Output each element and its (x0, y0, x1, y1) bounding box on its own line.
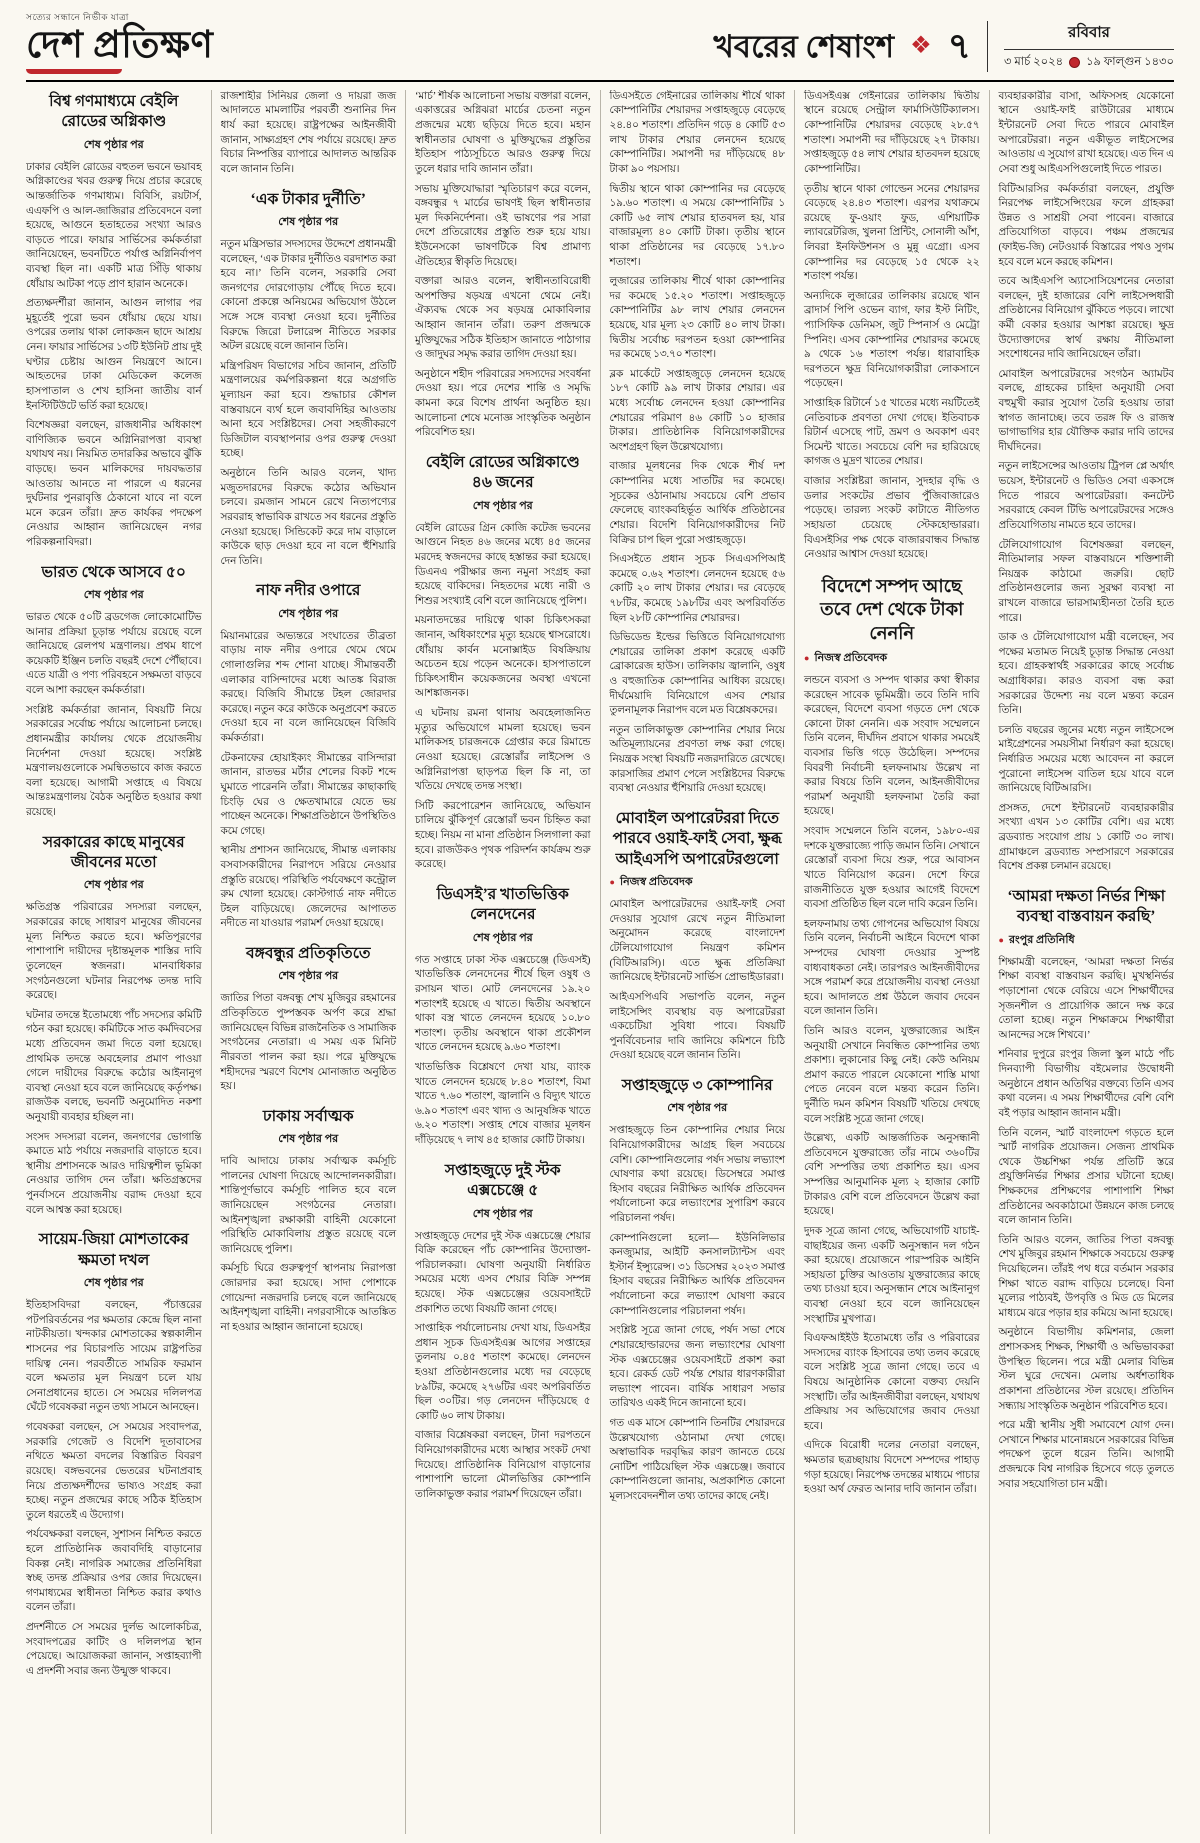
continuation-kicker: শেষ পৃষ্ঠার পর (83, 1277, 144, 1290)
byline-bullet-icon: ● (804, 652, 810, 663)
article (221, 190, 397, 570)
article (610, 809, 786, 1064)
continuation-kicker: শেষ পৃষ্ঠার পর (278, 215, 339, 228)
body-paragraph: সপ্তাহজুড়ে তিন কোম্পানির শেয়ার নিয়ে বিনিয়োগকারীদের আগ্রহ ছিল সবচেয়ে বেশি। কোম্পানিগুলোর পর্ষদ সভায় লভ্যাংশ ঘোষণার কথা রয়েছে। ডিসেম্বরে সমাপ্ত হিসাব বছরের নিরীক্ষিত আর্থিক প্রতিবেদন পর্যালোচনা করে লভ্যাংশের সুপারিশ করবে পরিচালনা পর্ষদ। (609, 1125, 785, 1225)
continuation-kicker: শেষ পৃষ্ঠার পর (83, 138, 144, 151)
body-paragraph: গত সপ্তাহে ঢাকা স্টক এক্সচেঞ্জে (ডিএসই) খাতভিত্তিক লেনদেনের শীর্ষে ছিল ওষুধ ও রসায়ন খাত। মোট লেনদেনের ১৯.২০ শতাংশই হয়েছে এ খাতে। দ্বিতীয় অবস্থানে থাকা বস্ত্র খাতে লেনদেন হয়েছে ১০.৮০ শতাংশ। তৃতীয় অবস্থানে থাকা প্রকৌশল খাতে লেনদেন হয়েছে ৯.৬০ শতাংশ। (415, 954, 591, 1054)
body-paragraph: বিএফআইইউ ইতোমধ্যে তাঁর ও পরিবারের সদস্যদের ব্যাংক হিসাবের তথ্য তলব করেছে বলে সংশ্লিষ্ট সূত্রে জানা গেছে। তবে এ বিষয়ে আনুষ্ঠানিক কোনো বক্তব্য দেয়নি সংস্থাটি। তাঁর আইনজীবীরা বলছেন, যথাযথ প্রক্রিয়ায় সব অভিযোগের জবাব দেওয়া হবে। (804, 1333, 980, 1432)
body-paragraph: জাতির পিতা বঙ্গবন্ধু শেখ মুজিবুর রহমানের প্রতিকৃতিতে পুষ্পস্তবক অর্পণ করে শ্রদ্ধা জানিয়েছেন বিভিন্ন রাজনৈতিক ও সামাজিক সংগঠনের নেতারা। এ সময় এক মিনিট নীরবতা পালন করা হয়। পরে মুক্তিযুদ্ধে শহীদদের স্মরণে বিশেষ মোনাজাত অনুষ্ঠিত হয়। (220, 993, 396, 1093)
body-paragraph: বাজার সংশ্লিষ্টরা জানান, সুদহার বৃদ্ধি ও ডলার সংকটের প্রভাব পুঁজিবাজারেও পড়েছে। তারল্য সংকট কাটাতে নীতিগত সহায়তা চেয়েছে স্টেকহোল্ডাররা। বিএসইসির পক্ষ থেকে বাজারবান্ধব সিদ্ধান্ত নেওয়ার আশ্বাস দেওয়া হয়েছে। (804, 476, 980, 561)
body-paragraph: ভারত থেকে ৫০টি ব্রডগেজ লোকোমোটিভ আনার প্রক্রিয়া চূড়ান্ত পর্যায়ে রয়েছে বলে জানিয়েছে রেলপথ মন্ত্রণালয়। প্রথম ধাপে কয়েকটি ইঞ্জিন চলতি বছরই দেশে পৌঁছাবে। এতে যাত্রী ও পণ্য পরিবহনে সক্ষমতা বাড়বে বলে আশা করছেন কর্মকর্তারা। (26, 612, 202, 697)
body-paragraph: উল্লেখ্য, একটি আন্তর্জাতিক অনুসন্ধানী প্রতিবেদনে যুক্তরাজ্যে তাঁর নামে ৩৬০টির বেশি সম্পত্তির তথ্য প্রকাশিত হয়। এসব সম্পত্তির আনুমানিক মূল্য ২ হাজার কোটি টাকারও বেশি বলে প্রতিবেদনে উল্লেখ করা হয়েছে। (804, 1133, 980, 1218)
news-column (600, 90, 795, 1834)
article (26, 1230, 202, 1679)
article-headline: নাফ নদীর ওপারে (256, 582, 361, 600)
date-gregorian: ৩ মার্চ ২০২৪ (1004, 55, 1064, 68)
body-paragraph: ‘মার্চ’ শীর্ষক আলোচনা সভায় বক্তারা বলেন, একাত্তরের অগ্নিঝরা মার্চের চেতনা নতুন প্রজন্মের মধ্যে ছড়িয়ে দিতে হবে। মহান স্বাধীনতার ঘোষণা ও মুক্তিযুদ্ধের প্রস্তুতির ইতিহাস পাঠ্যসূচিতে আরও গুরুত্ব দিয়ে তুলে ধরার দাবি জানান তাঁরা। (415, 90, 591, 175)
continuation-kicker: শেষ পৃষ্ঠার পর (667, 1102, 728, 1115)
article (26, 92, 202, 551)
page-header (0, 0, 1200, 80)
continuation-kicker: শেষ পৃষ্ঠার পর (278, 607, 339, 620)
body-paragraph: নতুন মন্ত্রিসভার সদস্যদের উদ্দেশে প্রধানমন্ত্রী বলেছেন, ‘এক টাকার দুর্নীতিও বরদাশত করা হবে না।’ তিনি বলেন, সরকারি সেবা জনগণের দোরগোড়ায় পৌঁছে দিতে হবে। কোনো প্রকল্পে অনিয়মের অভিযোগ উঠলে সঙ্গে সঙ্গে ব্যবস্থা নেওয়া হবে। দুর্নীতির বিরুদ্ধে জিরো টলারেন্স নীতিতে সরকার অটল রয়েছে বলে জানান তিনি। (220, 238, 396, 353)
byline-text: রংপুর প্রতিনিধি (1008, 933, 1075, 946)
article-headline: সপ্তাহজুড়ে দুই স্টক এক্সচেঞ্জে ৫ (444, 1161, 561, 1200)
continuation-kicker: শেষ পৃষ্ঠার পর (278, 970, 339, 983)
body-paragraph: বিশেষজ্ঞরা বলছেন, রাজধানীর অধিকাংশ বাণিজ্যিক ভবনে অগ্নিনিরাপত্তা ব্যবস্থা যথাযথ নয়। নিয়মিত তদারকির অভাবে ঝুঁকি বাড়ছে। ভবন মালিকদের দায়বদ্ধতার আওতায় আনতে না পারলে এ ধরনের দুর্ঘটনার পুনরাবৃত্তি ঠেকানো যাবে না বলে মনে করেন তাঁরা। দ্রুত কার্যকর পদক্ষেপ নেওয়ার আহ্বান জানিয়েছেন নগর পরিকল্পনাবিদরা। (26, 420, 202, 548)
body-paragraph: খাতভিত্তিক বিশ্লেষণে দেখা যায়, ব্যাংক খাতে লেনদেন হয়েছে ৮.৪০ শতাংশ, বিমা খাতে ৭.৬০ শতাংশ, জ্বালানি ও বিদ্যুৎ খাতে ৬.৯০ শতাংশ এবং খাদ্য ও আনুষঙ্গিক খাতে ৬.২০ শতাংশ। সপ্তাহ শেষে বাজার মূলধন দাঁড়িয়েছে ৭ লাখ ৪৫ হাজার কোটি টাকায়। (415, 1061, 591, 1146)
article (221, 944, 397, 1095)
section-title: খবরের শেষাংশ (713, 28, 895, 64)
article (804, 575, 980, 1498)
body-paragraph: নতুন তালিকাভুক্ত কোম্পানির শেয়ার নিয়ে অতিমূল্যায়নের প্রবণতা লক্ষ করা গেছে। নিয়ন্ত্রক সংস্থা বিষয়টি নজরদারিতে রেখেছে। কারসাজির প্রমাণ পেলে সংশ্লিষ্টদের বিরুদ্ধে ব্যবস্থা নেওয়ার হুঁশিয়ারি দেওয়া হয়েছে। (609, 724, 785, 795)
masthead-tagline: সত্যের সন্ধানে নির্ভীক যাত্রা (26, 12, 129, 22)
body-paragraph: বক্তারা আরও বলেন, স্বাধীনতাবিরোধী অপশক্তির ষড়যন্ত্র এখনো থেমে নেই। ঐক্যবদ্ধ থেকে সব ষড়যন্ত্র মোকাবিলার আহ্বান জানান তাঁরা। তরুণ প্রজন্মকে মুক্তিযুদ্ধের সঠিক ইতিহাস জানাতে পাঠাগার ও জাদুঘর সমৃদ্ধ করার তাগিদ দেওয়া হয়। (415, 276, 591, 361)
article (999, 887, 1175, 1492)
date-block (987, 21, 1174, 72)
article (610, 1076, 786, 1505)
continuation-kicker: শেষ পৃষ্ঠার পর (278, 1133, 339, 1146)
body-paragraph: রাজশাহীর সিনিয়র জেলা ও দায়রা জজ আদালতে মামলাটির পরবর্তী শুনানির দিন ধার্য করা হয়েছে। রাষ্ট্রপক্ষের আইনজীবী জানান, সাক্ষ্যগ্রহণ শেষ পর্যায়ে রয়েছে। দ্রুত বিচার নিষ্পত্তির ব্যাপারে আদালত আন্তরিক বলে জানান তিনি। (220, 90, 396, 175)
body-paragraph: ডিএসইএক্স গেইনারের তালিকায় দ্বিতীয় স্থানে রয়েছে সেন্ট্রাল ফার্মাসিউটিক্যালস। কোম্পানিটির শেয়ারদর বেড়েছে ২৮.৫৭ শতাংশ। সমাপনী দর দাঁড়িয়েছে ২৭ টাকায়। সপ্তাহজুড়ে ৫৪ লাখ শেয়ার হাতবদল হয়েছে কোম্পানিটির। (804, 90, 980, 175)
news-column (405, 90, 600, 1834)
body-paragraph: প্রদর্শনীতে সে সময়ের দুর্লভ আলোকচিত্র, সংবাদপত্রের কাটিং ও দলিলপত্র স্থান পেয়েছে। আয়োজকরা জানান, সপ্তাহব্যাপী এ প্রদর্শনী সবার জন্য উন্মুক্ত থাকবে। (26, 1621, 202, 1677)
body-paragraph: তিনি আরও বলেন, যুক্তরাজ্যের আইন অনুযায়ী সেখানে নিবন্ধিত কোম্পানির তথ্য প্রকাশ্য। লুকানোর কিছু নেই। কেউ অনিয়ম প্রমাণ করতে পারলে যেকোনো শাস্তি মাথা পেতে নেবেন বলে মন্তব্য করেন তিনি। দুর্নীতি দমন কমিশন বিষয়টি খতিয়ে দেখছে বলে সংশ্লিষ্ট সূত্রে জানা গেছে। (804, 1026, 980, 1125)
body-paragraph: ইতিহাসবিদরা বলছেন, পঁচাত্তরের পটপরিবর্তনের পর ক্ষমতার কেন্দ্রে ছিল নানা নাটকীয়তা। খন্দকার মোশতাকের স্বল্পকালীন শাসনের পর বিচারপতি সায়েম রাষ্ট্রপতির দায়িত্ব নেন। পরবর্তীতে সামরিক ফরমান বলে ক্ষমতার মূল নিয়ন্ত্রণ চলে যায় সেনাপ্রধানের হাতে। সে সময়ের দলিলপত্র ঘেঁটে গবেষকরা নতুন তথ্য সামনে আনছেন। (26, 1300, 202, 1414)
article-headline: বেইলি রোডের অগ্নিকাণ্ডে ৪৬ জনের (425, 453, 580, 492)
body-paragraph: সভায় মুক্তিযোদ্ধারা স্মৃতিচারণ করে বলেন, বঙ্গবন্ধুর ৭ মার্চের ভাষণই ছিল স্বাধীনতার মূল দিকনির্দেশনা। ওই ভাষণের পর সারা দেশে প্রতিরোধের প্রস্তুতি শুরু হয়ে যায়। ইউনেসকো ভাষণটিকে বিশ্ব প্রামাণ্য ঐতিহ্যের স্বীকৃতি দিয়েছে। (415, 183, 591, 268)
byline (999, 931, 1175, 950)
byline-bullet-icon: ● (998, 934, 1004, 945)
body-paragraph: ঢাকার বেইলি রোডের বহুতল ভবনে ভয়াবহ অগ্নিকাণ্ডের খবর গুরুত্ব দিয়ে প্রচার করেছে আন্তর্জাতিক গণমাধ্যম। বিবিসি, রয়টার্স, এএফপি ও আল-জাজিরার প্রতিবেদনে বলা হয়েছে, আগুনে হতাহতের সংখ্যা আরও বাড়তে পারে। ফায়ার সার্ভিসের কর্মকর্তারা জানিয়েছেন, ভবনটিতে পর্যাপ্ত অগ্নিনির্বাপণ ব্যবস্থা ছিল না। একটি মাত্র সিঁড়ি থাকায় ধোঁয়ায় আটকা পড়ে প্রাণ হারান অনেকে। (26, 161, 202, 290)
news-column (989, 90, 1175, 1834)
body-paragraph: তৃতীয় স্থানে থাকা গোল্ডেন সনের শেয়ারদর বেড়েছে ২৪.৪৩ শতাংশ। এরপর যথাক্রমে রয়েছে ফু-ওয়াং ফুড, এশিয়াটিক ল্যাবরেটরিজ, খুলনা প্রিন্টিং, সোনালী আঁশ, লিবরা ইনফিউশনস ও মুন্নু এগ্রো। এসব কোম্পানির দর বেড়েছে ১৫ থেকে ২২ শতাংশ পর্যন্ত। (804, 183, 980, 283)
body-paragraph: দ্বিতীয় স্থানে থাকা কোম্পানির দর বেড়েছে ১৯.৬০ শতাংশ। এ সময়ে কোম্পানিটির ১ কোটি ৬৫ লাখ শেয়ার হাতবদল হয়, যার বাজারমূল্য ৪০ কোটি টাকা। তৃতীয় স্থানে থাকা প্রতিষ্ঠানের দর বেড়েছে ১৭.৮০ শতাংশ। (609, 183, 785, 268)
article-headline: ডিএসই’র খাতভিত্তিক লেনদেনের (436, 885, 569, 924)
body-paragraph: মিয়ানমারের অভ্যন্তরে সংঘাতের তীব্রতা বাড়ায় নাফ নদীর ওপারে থেমে থেমে গোলাগুলির শব্দ শোনা যাচ্ছে। সীমান্তবর্তী এলাকার বাসিন্দাদের মধ্যে আতঙ্ক বিরাজ করছে। বিজিবি সীমান্তে টহল জোরদার করেছে। নতুন করে কাউকে অনুপ্রবেশ করতে দেওয়া হবে না বলে জানিয়েছেন বিজিবি কর্মকর্তারা। (220, 630, 396, 745)
body-paragraph: শনিবার দুপুরে রংপুর জিলা স্কুল মাঠে পাঁচ দিনব্যাপী বিভাগীয় বইমেলার উদ্বোধনী অনুষ্ঠানে প্রধান অতিথির বক্তব্যে তিনি এসব কথা বলেন। এ সময় শিক্ষার্থীদের বেশি বেশি বই পড়ার আহ্বান জানান মন্ত্রী। (998, 1049, 1174, 1119)
body-paragraph: দাবি আদায়ে ঢাকায় সর্বাত্মক কর্মসূচি পালনের ঘোষণা দিয়েছে আন্দোলনকারীরা। শান্তিপূর্ণভাবে কর্মসূচি পালিত হবে বলে জানিয়েছেন সংগঠনের নেতারা। আইনশৃঙ্খলা রক্ষাকারী বাহিনী যেকোনো পরিস্থিতি মোকাবিলায় প্রস্তুত রয়েছে বলে জানিয়েছে পুলিশ। (220, 1156, 396, 1255)
body-paragraph: ডিভিডেন্ড ইল্ডের ভিত্তিতে বিনিয়োগযোগ্য শেয়ারের তালিকা প্রকাশ করেছে একটি ব্রোকারেজ হাউস। তালিকায় জ্বালানি, ওষুধ ও বহুজাতিক কোম্পানির আধিক্য রয়েছে। দীর্ঘমেয়াদি বিনিয়োগে এসব শেয়ার তুলনামূলক নিরাপদ বলে মত বিশ্লেষকদের। (609, 632, 785, 717)
body-paragraph: শিক্ষামন্ত্রী বলেছেন, ‘আমরা দক্ষতা নির্ভর শিক্ষা ব্যবস্থা বাস্তবায়ন করছি। মুখস্থনির্ভর পড়াশোনা থেকে বেরিয়ে এসে শিক্ষার্থীদের সৃজনশীল ও প্রায়োগিক জ্ঞানে দক্ষ করে তোলা হচ্ছে। নতুন শিক্ষাক্রমে শিক্ষার্থীরা আনন্দের সঙ্গে শিখবে।’ (998, 956, 1174, 1041)
body-paragraph: লন্ডনে ব্যবসা ও সম্পদ থাকার কথা স্বীকার করেছেন সাবেক ভূমিমন্ত্রী। তবে তিনি দাবি করেছেন, বিদেশে ব্যবসা গড়তে দেশ থেকে কোনো টাকা নেননি। এক সংবাদ সম্মেলনে তিনি বলেন, দীর্ঘদিন প্রবাসে থাকার সময়েই ব্যবসার ভিত্তি গড়ে উঠেছিল। সম্পদের বিবরণী নির্বাচনী হলফনামায় উল্লেখ না করার বিষয়ে তিনি বলেন, আইনজীবীদের পরামর্শ অনুযায়ী হলফনামা তৈরি করা হয়েছে। (804, 674, 980, 818)
body-paragraph: ঘটনার তদন্তে ইতোমধ্যে পাঁচ সদস্যের কমিটি গঠন করা হয়েছে। কমিটিকে সাত কর্মদিবসের মধ্যে প্রতিবেদন জমা দিতে বলা হয়েছে। প্রাথমিক তদন্তে অবহেলার প্রমাণ পাওয়া গেলে দায়ীদের বিরুদ্ধে কঠোর আইনানুগ ব্যবস্থা নেওয়া হবে বলে জানিয়েছে কর্তৃপক্ষ। রাজউক বলছে, ভবনটি অনুমোদিত নকশা অনুযায়ী ব্যবহার হচ্ছিল না। (26, 1009, 202, 1124)
content-columns (0, 82, 1200, 1834)
body-paragraph: টেলিযোগাযোগ বিশেষজ্ঞরা বলছেন, নীতিমালার সফল বাস্তবায়নে শক্তিশালী নিয়ন্ত্রক কাঠামো জরুরি। ছোট প্রতিষ্ঠানগুলোর জন্য সুরক্ষা ব্যবস্থা না রাখলে বাজারে ভারসাম্যহীনতা তৈরি হতে পারে। (998, 539, 1174, 624)
body-paragraph: তিনি আরও বলেন, জাতির পিতা বঙ্গবন্ধু শেখ মুজিবুর রহমান শিক্ষাকে সবচেয়ে গুরুত্ব দিয়েছিলেন। তাঁরই পথ ধরে বর্তমান সরকার শিক্ষা খাতে বরাদ্দ বাড়িয়ে চলেছে। বিনা মূল্যের পাঠ্যবই, উপবৃত্তি ও মিড ডে মিলের মাধ্যমে ঝরে পড়ার হার কমিয়ে আনা হয়েছে। (998, 1234, 1174, 1319)
body-paragraph: নতুন লাইসেন্সের আওতায় ট্রিপল প্লে অর্থাৎ ভয়েস, ইন্টারনেট ও ভিডিও সেবা একসঙ্গে দিতে পারবে অপারেটররা। কনটেন্ট সরবরাহে কেবল টিভি অপারেটরদের সঙ্গেও প্রতিযোগিতায় নামতে হবে তাদের। (998, 461, 1174, 531)
body-paragraph: ময়নাতদন্তের দায়িত্বে থাকা চিকিৎসকরা জানান, অধিকাংশের মৃত্যু হয়েছে শ্বাসরোধে। ধোঁয়ায় কার্বন মনোক্সাইড বিষক্রিয়ায় অচেতন হয়ে পড়েন অনেকে। হাসপাতালে চিকিৎসাধীন কয়েকজনের অবস্থা এখনো আশঙ্কাজনক। (415, 615, 591, 700)
body-paragraph: এ ঘটনায় রমনা থানায় অবহেলাজনিত মৃত্যুর অভিযোগে মামলা হয়েছে। ভবন মালিকসহ চারজনকে গ্রেপ্তার করে রিমান্ডে নেওয়া হয়েছে। রেস্তোরাঁর লাইসেন্স ও অগ্নিনিরাপত্তা ছাড়পত্র ছিল কি না, তা খতিয়ে দেখছে তদন্ত সংস্থা। (415, 708, 591, 793)
body-paragraph: বাজার মূলধনের দিক থেকে শীর্ষ দশ কোম্পানির মধ্যে সাতটির দর কমেছে। সূচকের ওঠানামায় সবচেয়ে বেশি প্রভাব ফেলেছে ব্যাংকবহির্ভূত আর্থিক প্রতিষ্ঠানের শেয়ার। বিদেশি বিনিয়োগকারীদের নিট বিক্রির চাপ ছিল পুরো সপ্তাহজুড়ে। (609, 461, 785, 546)
body-paragraph: বিটিআরসির কর্মকর্তারা বলছেন, প্রযুক্তি নিরপেক্ষ লাইসেন্সিংয়ের ফলে গ্রাহকরা উন্নত ও সাশ্রয়ী সেবা পাবেন। বাজারে প্রতিযোগিতা বাড়বে। পঞ্চম প্রজন্মের (ফাইভ-জি) নেটওয়ার্ক বিস্তারের পথও সুগম হবে বলে মনে করছে কমিশন। (998, 183, 1174, 268)
byline (804, 649, 980, 668)
body-paragraph: প্রসঙ্গত, দেশে ইন্টারনেট ব্যবহারকারীর সংখ্যা এখন ১৩ কোটির বেশি। এর মধ্যে ব্রডব্যান্ড সংযোগ প্রায় ১ কোটি ৩০ লাখ। গ্রামাঞ্চলে ব্রডব্যান্ড সম্প্রসারণে সরকারের বিশেষ প্রকল্প চলমান রয়েছে। (998, 802, 1174, 873)
body-paragraph: টেকনাফের হোয়াইক্যং সীমান্তের বাসিন্দারা জানান, রাতভর মর্টার শেলের বিকট শব্দে ঘুমাতে পারেননি তাঁরা। সীমান্তের কাছাকাছি চিংড়ি ঘের ও ক্ষেতখামারে যেতে ভয় পাচ্ছেন অনেকে। শিক্ষাপ্রতিষ্ঠানে উপস্থিতিও কমে গেছে। (220, 752, 396, 837)
news-column (211, 90, 406, 1834)
body-paragraph: সংশ্লিষ্ট কর্মকর্তারা জানান, বিষয়টি নিয়ে সরকারের সর্বোচ্চ পর্যায়ে আলোচনা চলছে। প্রধানমন্ত্রীর কার্যালয় থেকে প্রয়োজনীয় নির্দেশনা দেওয়া হয়েছে। সংশ্লিষ্ট মন্ত্রণালয়গুলোকে সমন্বিতভাবে কাজ করতে বলা হয়েছে। আগামী সপ্তাহে এ বিষয়ে আন্তঃমন্ত্রণালয় বৈঠক অনুষ্ঠিত হওয়ার কথা রয়েছে। (26, 704, 202, 818)
body-paragraph: সংশ্লিষ্ট সূত্রে জানা গেছে, পর্ষদ সভা শেষে শেয়ারহোল্ডারদের জন্য লভ্যাংশের ঘোষণা স্টক এক্সচেঞ্জের ওয়েবসাইটে প্রকাশ করা হবে। রেকর্ড ডেট পর্যন্ত শেয়ার ধারণকারীরা লভ্যাংশ পাবেন। বার্ষিক সাধারণ সভার তারিখও একই দিনে জানানো হবে। (609, 1325, 785, 1410)
article (415, 885, 591, 1149)
body-paragraph: সপ্তাহজুড়ে দেশের দুই স্টক এক্সচেঞ্জে শেয়ার বিক্রি করেছেন পাঁচ কোম্পানির উদ্যোক্তা-পরিচালকরা। ঘোষণা অনুযায়ী নির্ধারিত সময়ের মধ্যে এসব শেয়ার বিক্রি সম্পন্ন হয়েছে। স্টক এক্সচেঞ্জের ওয়েবসাইটে প্রকাশিত তথ্যে বিষয়টি জানা গেছে। (415, 1230, 591, 1315)
article-headline: বিশ্ব গণমাধ্যমে বেইলি রোডের অগ্নিকাণ্ড (49, 92, 179, 131)
article-headline: ‘আমরা দক্ষতা নির্ভর শিক্ষা ব্যবস্থা বাস্তবায়ন করছি’ (1007, 887, 1166, 926)
article (999, 90, 1175, 875)
continuation-kicker: শেষ পৃষ্ঠার পর (472, 499, 533, 512)
body-paragraph: কর্মসূচি ঘিরে গুরুত্বপূর্ণ স্থাপনায় নিরাপত্তা জোরদার করা হয়েছে। সাদা পোশাকে গোয়েন্দা নজরদারি চলছে বলে জানিয়েছে আইনশৃঙ্খলা বাহিনী। নগরবাসীকে আতঙ্কিত না হওয়ার আহ্বান জানানো হয়েছে। (220, 1263, 396, 1333)
body-paragraph: সংবাদ সম্মেলনে তিনি বলেন, ১৯৮০-এর দশকে যুক্তরাজ্যে পাড়ি জমান তিনি। সেখানে রেস্তোরাঁ ব্যবসা দিয়ে শুরু, পরে আবাসন খাতে বিনিয়োগ করেন। দেশে ফিরে রাজনীতিতে যুক্ত হওয়ার আগেই বিদেশে ব্যবসা প্রতিষ্ঠিত ছিল বলে দাবি করেন তিনি। (804, 826, 980, 911)
body-paragraph: মন্ত্রিপরিষদ বিভাগের সচিব জানান, প্রতিটি মন্ত্রণালয়ের কর্মপরিকল্পনা ধরে অগ্রগতি মূল্যায়ন করা হবে। শুদ্ধাচার কৌশল বাস্তবায়নে ব্যর্থ হলে জবাবদিহির আওতায় আনা হবে সংশ্লিষ্টদের। সেবা সহজীকরণে ডিজিটাল ব্যবস্থাপনার ওপর গুরুত্ব দেওয়া হচ্ছে। (220, 360, 396, 460)
article (26, 833, 202, 1219)
body-paragraph: অনুষ্ঠানে তিনি আরও বলেন, খাদ্য মজুতদারদের বিরুদ্ধে কঠোর অভিযান চলবে। রমজান সামনে রেখে নিত্যপণ্যের সরবরাহ স্বাভাবিক রাখতে সব ধরনের প্রস্তুতি নেওয়া হয়েছে। সিন্ডিকেট করে দাম বাড়ালে কাউকে ছাড় দেওয়া হবে না বলে হুঁশিয়ারি দেন তিনি। (220, 468, 396, 567)
header-right (713, 21, 1174, 74)
article (221, 90, 397, 178)
article-headline: ঢাকায় সর্বাত্মক (262, 1107, 354, 1125)
body-paragraph: ব্লক মার্কেটে সপ্তাহজুড়ে লেনদেন হয়েছে ১৮৭ কোটি ৯৯ লাখ টাকার শেয়ার। এর মধ্যে সর্বোচ্চ লেনদেন হওয়া কোম্পানির শেয়ারের পরিমাণ ৪৬ কোটি ১০ হাজার টাকার। প্রাতিষ্ঠানিক বিনিয়োগকারীদের অংশগ্রহণ ছিল উল্লেখযোগ্য। (609, 368, 785, 453)
body-paragraph: এদিকে বিরোধী দলের নেতারা বলছেন, ক্ষমতার ছত্রচ্ছায়ায় বিদেশে সম্পদের পাহাড় গড়া হয়েছে। নিরপেক্ষ তদন্তের মাধ্যমে পাচার হওয়া অর্থ ফেরত আনার দাবি জানান তাঁরা। (804, 1440, 980, 1496)
news-column (26, 90, 211, 1834)
article-headline: সরকারের কাছে মানুষের জীবনের মতো (42, 833, 185, 872)
byline-text: নিজস্ব প্রতিবেদক (814, 651, 888, 664)
body-paragraph: গত এক মাসে কোম্পানি তিনটির শেয়ারদরে উল্লেখযোগ্য ওঠানামা দেখা গেছে। অস্বাভাবিক দরবৃদ্ধির কারণ জানতে চেয়ে নোটিশ পাঠিয়েছিল স্টক এক্সচেঞ্জ। জবাবে কোম্পানিগুলো জানায়, অপ্রকাশিত কোনো মূল্যসংবেদনশীল তথ্য তাদের কাছে নেই। (609, 1417, 785, 1503)
page-number: ৭ (947, 26, 971, 67)
body-paragraph: তবে আইএসপি অ্যাসোসিয়েশনের নেতারা বলছেন, দুই হাজারের বেশি লাইসেন্সধারী প্রতিষ্ঠানের বিনিয়োগ ঝুঁকিতে পড়বে। লাখো কর্মী বেকার হওয়ার আশঙ্কা রয়েছে। ক্ষুদ্র উদ্যোক্তাদের স্বার্থ রক্ষায় নীতিমালা সংশোধনের দাবি জানিয়েছেন তাঁরা। (998, 276, 1174, 361)
body-paragraph: আইএসপিএবি সভাপতি বলেন, নতুন লাইসেন্সিং ব্যবস্থায় বড় অপারেটররা একচেটিয়া সুবিধা পাবে। বিষয়টি পুনর্বিবেচনার দাবি জানিয়ে কমিশনে চিঠি দেওয়া হয়েছে বলে জানান তিনি। (609, 991, 785, 1062)
body-paragraph: ডাক ও টেলিযোগাযোগ মন্ত্রী বলেছেন, সব পক্ষের মতামত নিয়েই চূড়ান্ত সিদ্ধান্ত নেওয়া হবে। গ্রাহকস্বার্থই সরকারের কাছে সর্বোচ্চ অগ্রাধিকার। কারও ব্যবসা বন্ধ করা সরকারের উদ্দেশ্য নয় বলে মন্তব্য করেন তিনি। (998, 632, 1174, 717)
body-paragraph: দুদক সূত্রে জানা গেছে, অভিযোগটি যাচাই-বাছাইয়ের জন্য একটি অনুসন্ধান দল গঠন করা হয়েছে। প্রয়োজনে পারস্পরিক আইনি সহায়তা চুক্তির আওতায় যুক্তরাজ্যের কাছে তথ্য চাওয়া হবে। অনুসন্ধান শেষে আইনানুগ ব্যবস্থা নেওয়া হবে বলে জানিয়েছেন সংস্থাটির মুখপাত্র। (804, 1225, 980, 1325)
continuation-kicker: শেষ পৃষ্ঠার পর (83, 589, 144, 602)
article-headline: সপ্তাহজুড়ে ৩ কোম্পানির (621, 1076, 773, 1094)
article (221, 1107, 397, 1336)
body-paragraph: কোম্পানিগুলো হলো— ইউনিলিভার কনজ্যুমার, আইটি কনসালট্যান্টস এবং ইস্টার্ন ইন্স্যুরেন্স। ৩১ ডিসেম্বর ২০২৩ সমাপ্ত হিসাব বছরের নিরীক্ষিত আর্থিক প্রতিবেদন পর্যালোচনা করে লভ্যাংশ ঘোষণা করবে কোম্পানিগুলোর পরিচালনা পর্ষদ। (609, 1232, 785, 1317)
article-headline: সায়েম-জিয়া মোশতাকের ক্ষমতা দখল (38, 1231, 189, 1269)
body-paragraph: অনুষ্ঠানে বিভাগীয় কমিশনার, জেলা প্রশাসকসহ শিক্ষক, শিক্ষার্থী ও অভিভাবকরা উপস্থিত ছিলেন। পরে মন্ত্রী মেলার বিভিন্ন স্টল ঘুরে দেখেন। মেলায় অর্ধশতাধিক প্রকাশনা প্রতিষ্ঠানের স্টল রয়েছে। প্রতিদিন সন্ধ্যায় সাংস্কৃতিক অনুষ্ঠান পরিবেশিত হবে। (998, 1327, 1174, 1412)
article-headline: ‘এক টাকার দুর্নীতি’ (250, 190, 366, 208)
body-paragraph: সিটি করপোরেশন জানিয়েছে, অভিযান চালিয়ে ঝুঁকিপূর্ণ রেস্তোরাঁ ভবন চিহ্নিত করা হচ্ছে। নিয়ম না মানা প্রতিষ্ঠান সিলগালা করা হবে। রাজউকও পৃথক পরিদর্শন কার্যক্রম শুরু করেছে। (415, 800, 591, 871)
article (415, 90, 591, 441)
byline-text: নিজস্ব প্রতিবেদক (619, 876, 693, 889)
date-bengali: ১৯ ফাল্গুন ১৪৩০ (1086, 55, 1174, 68)
body-paragraph: স্থানীয় প্রশাসন জানিয়েছে, সীমান্ত এলাকায় বসবাসকারীদের নিরাপদে সরিয়ে নেওয়ার প্রস্তুতি রয়েছে। পরিস্থিতি পর্যবেক্ষণে কন্ট্রোল রুম খোলা হয়েছে। কোস্টগার্ড নাফ নদীতে টহল বাড়িয়েছে। জেলেদের আপাতত নদীতে না যাওয়ার পরামর্শ দেওয়া হয়েছে। (220, 845, 396, 930)
date-emblem-icon (1069, 57, 1080, 68)
body-paragraph: পর্যবেক্ষকরা বলছেন, সুশাসন নিশ্চিত করতে হলে প্রাতিষ্ঠানিক জবাবদিহি বাড়ানোর বিকল্প নেই। নাগরিক সমাজের প্রতিনিধিরা স্বচ্ছ তদন্ত প্রক্রিয়ার ওপর জোর দিয়েছেন। গণমাধ্যমের স্বাধীনতা নিশ্চিত করার কথাও বলেন তাঁরা। (26, 1529, 202, 1614)
body-paragraph: অন্যদিকে লুজারের তালিকায় রয়েছে খান ব্রাদার্স পিপি ওভেন ব্যাগ, ফার ইস্ট নিটিং, প্যাসিফিক ডেনিমস, জুট স্পিনার্স ও মেট্রো স্পিনিং। এসব কোম্পানির শেয়ারদর কমেছে ৯ থেকে ১৬ শতাংশ পর্যন্ত। ধারাবাহিক দরপতনে ক্ষুদ্র বিনিয়োগকারীরা লোকসানে পড়েছেন। (804, 290, 980, 390)
article (415, 453, 591, 873)
article (610, 90, 786, 797)
body-paragraph: ডিএসইতে গেইনারের তালিকায় শীর্ষে থাকা কোম্পানিটির শেয়ারদর সপ্তাহজুড়ে বেড়েছে ২৪.৪০ শতাংশ। প্রতিদিন গড়ে ৪ কোটি ৫৩ লাখ টাকার শেয়ার লেনদেন হয়েছে কোম্পানিটির। সমাপনী দর দাঁড়িয়েছে ৪৮ টাকা ৯০ পয়সায়। (609, 90, 785, 175)
body-paragraph: তিনি বলেন, স্মার্ট বাংলাদেশ গড়তে হলে স্মার্ট নাগরিক প্রয়োজন। সেজন্য প্রাথমিক থেকে উচ্চশিক্ষা পর্যন্ত প্রতিটি স্তরে প্রযুক্তিনির্ভর শিক্ষার প্রসার ঘটানো হচ্ছে। শিক্ষকদের প্রশিক্ষণের পাশাপাশি শিক্ষা প্রতিষ্ঠানের অবকাঠামো উন্নয়নে কাজ চলছে বলে জানান তিনি। (998, 1127, 1174, 1227)
body-paragraph: চলতি বছরের জুনের মধ্যে নতুন লাইসেন্সে মাইগ্রেশনের সময়সীমা নির্ধারণ করা হয়েছে। নির্ধারিত সময়ের মধ্যে আবেদন না করলে পুরোনো লাইসেন্স বাতিল হয়ে যাবে বলে জানিয়েছে বিটিআরসি। (998, 724, 1174, 795)
body-paragraph: গবেষকরা বলছেন, সে সময়ের সংবাদপত্র, সরকারি গেজেট ও বিদেশি দূতাবাসের নথিতে ক্ষমতা বদলের বিস্তারিত বিবরণ রয়েছে। বঙ্গভবনের ভেতরের ঘটনাপ্রবাহ নিয়ে প্রত্যক্ষদর্শীদের ভাষ্যও সংগ্রহ করা হচ্ছে। নতুন প্রজন্মের কাছে সঠিক ইতিহাস তুলে ধরতেই এ উদ্যোগ। (26, 1422, 202, 1521)
article (221, 581, 397, 932)
article-headline: মোবাইল অপারেটররা দিতে পারবে ওয়াই-ফাই সেবা, ক্ষুব্ধ আইএসপি অপারেটরগুলো (612, 809, 782, 868)
body-paragraph: ক্ষতিগ্রস্ত পরিবারের সদস্যরা বলছেন, সরকারের কাছে সাধারণ মানুষের জীবনের মূল্য নিশ্চিত করতে হবে। ক্ষতিপূরণের পাশাপাশি দায়ীদের দৃষ্টান্তমূলক শাস্তির দাবি তুলেছেন স্বজনরা। মানবাধিকার সংগঠনগুলো ঘটনার নিরপেক্ষ তদন্ত দাবি করেছে। (26, 902, 202, 1002)
article-headline: ভারত থেকে আসবে ৫০ (41, 563, 187, 581)
body-paragraph: সংসদ সদস্যরা বলেন, জনগণের ভোগান্তি কমাতে মাঠ পর্যায়ে নজরদারি বাড়াতে হবে। স্থানীয় প্রশাসনকে আরও দায়িত্বশীল ভূমিকা নেওয়ার তাগিদ দেন তাঁরা। ক্ষতিগ্রস্তদের পুনর্বাসনে প্রয়োজনীয় বরাদ্দ দেওয়া হবে বলে আশ্বস্ত করা হয়েছে। (26, 1131, 202, 1216)
body-paragraph: সাপ্তাহিক পর্যালোচনায় দেখা যায়, ডিএসইর প্রধান সূচক ডিএসইএক্স আগের সপ্তাহের তুলনায় ০.৪৫ শতাংশ কমেছে। লেনদেন হওয়া প্রতিষ্ঠানগুলোর মধ্যে দর বেড়েছে ৮৯টির, কমেছে ২৭৬টির এবং অপরিবর্তিত ছিল ৩০টির। গড় লেনদেন দাঁড়িয়েছে ৫ কোটি ৬০ লাখ টাকায়। (415, 1323, 591, 1422)
byline-bullet-icon: ● (609, 877, 615, 888)
body-paragraph: বেইলি রোডের গ্রিন কোজি কটেজ ভবনের আগুনে নিহত ৪৬ জনের মধ্যে ৪৫ জনের মরদেহ স্বজনদের কাছে হস্তান্তর করা হয়েছে। ডিএনএ পরীক্ষার জন্য নমুনা সংগ্রহ করা হয়েছে বাকিদের। নিহতদের মধ্যে নারী ও শিশুর সংখ্যাই বেশি বলে জানিয়েছে পুলিশ। (415, 522, 591, 607)
article (415, 1161, 591, 1503)
body-paragraph: অনুষ্ঠানে শহীদ পরিবারের সদস্যদের সংবর্ধনা দেওয়া হয়। পরে দেশের শান্তি ও সমৃদ্ধি কামনা করে বিশেষ প্রার্থনা অনুষ্ঠিত হয়। আলোচনা শেষে মনোজ্ঞ সাংস্কৃতিক অনুষ্ঠান পরিবেশিত হয়। (415, 368, 591, 439)
article-headline: বঙ্গবন্ধুর প্রতিকৃতিতে (245, 945, 371, 962)
masthead: দেশ প্রতিক্ষণ (26, 25, 214, 66)
article (804, 90, 980, 563)
body-paragraph: মোবাইল অপারেটরদের ওয়াই-ফাই সেবা দেওয়ার সুযোগ রেখে নতুন নীতিমালা অনুমোদন করেছে বাংলাদেশ টেলিযোগাযোগ নিয়ন্ত্রণ কমিশন (বিটিআরসি)। এতে ক্ষুব্ধ প্রতিক্রিয়া জানিয়েছে ইন্টারনেট সার্ভিস প্রোভাইডাররা। (609, 899, 785, 984)
weekday: রবিবার (1068, 24, 1110, 41)
ornament-icon: ❖ (910, 33, 932, 60)
body-paragraph: মোবাইল অপারেটরদের সংগঠন অ্যামটব বলছে, গ্রাহকের চাহিদা অনুযায়ী সেবা বহুমুখী করার সুযোগ তৈরি হওয়ায় তারা স্বাগত জানাচ্ছে। তবে তরঙ্গ ফি ও রাজস্ব ভাগাভাগির হার যৌক্তিক করার দাবি তাদের দীর্ঘদিনের। (998, 368, 1174, 453)
masthead-swash-icon (26, 69, 122, 74)
dateline (1004, 49, 1174, 72)
body-paragraph: পরে মন্ত্রী স্থানীয় সুধী সমাবেশে যোগ দেন। সেখানে শিক্ষার মানোন্নয়নে সরকারের বিভিন্ন পদক্ষেপ তুলে ধরেন তিনি। আগামী প্রজন্মকে বিশ্ব নাগরিক হিসেবে গড়ে তুলতে সবার সহযোগিতা চান মন্ত্রী। (998, 1420, 1174, 1490)
body-paragraph: হলফনামায় তথ্য গোপনের অভিযোগ বিষয়ে তিনি বলেন, নির্বাচনী আইনে বিদেশে থাকা সম্পদের ঘোষণা দেওয়ার সুস্পষ্ট বাধ্যবাধকতা নেই। তারপরও আইনজীবীদের সঙ্গে পরামর্শ করে প্রয়োজনীয় ব্যবস্থা নেওয়া হবে। আদালতে প্রশ্ন উঠলে জবাব দেবেন বলে জানান তিনি। (804, 918, 980, 1018)
body-paragraph: সাপ্তাহিক রিটার্নে ১৫ খাতের মধ্যে নয়টিতেই নেতিবাচক প্রবণতা দেখা গেছে। ইতিবাচক রিটার্ন এসেছে পাট, ভ্রমণ ও অবকাশ এবং সিমেন্ট খাতে। সবচেয়ে বেশি দর হারিয়েছে কাগজ ও মুদ্রণ খাতের শেয়ার। (804, 398, 980, 468)
continuation-kicker: শেষ পৃষ্ঠার পর (472, 1207, 533, 1220)
body-paragraph: লুজারের তালিকায় শীর্ষে থাকা কোম্পানির দর কমেছে ১৫.২০ শতাংশ। সপ্তাহজুড়ে কোম্পানিটির ৯৮ লাখ শেয়ার লেনদেন হয়েছে, যার মূল্য ২৩ কোটি ৪০ লাখ টাকা। দ্বিতীয় সর্বোচ্চ দরপতন হওয়া কোম্পানির দর কমেছে ১৩.৭০ শতাংশ। (609, 276, 785, 361)
continuation-kicker: শেষ পৃষ্ঠার পর (472, 931, 533, 944)
byline (610, 873, 786, 892)
news-column (794, 90, 989, 1834)
masthead-block (26, 10, 213, 74)
body-paragraph: ব্যবহারকারীর বাসা, অফিসসহ যেকোনো স্থানে ওয়াই-ফাই রাউটারের মাধ্যমে ইন্টারনেট সেবা দিতে পারবে মোবাইল অপারেটররা। নতুন একীভূত লাইসেন্সের আওতায় এ সুযোগ রাখা হয়েছে। এত দিন এ সেবা শুধু আইএসপিগুলোই দিতে পারত। (998, 90, 1174, 175)
body-paragraph: সিএসইতে প্রধান সূচক সিএএসপিআই কমেছে ০.৬২ শতাংশ। লেনদেন হয়েছে ৫৬ কোটি ২০ লাখ টাকার শেয়ার। দর বেড়েছে ৭৮টির, কমেছে ১৯৮টির এবং অপরিবর্তিত ছিল ২৮টি কোম্পানির শেয়ারদর। (609, 554, 785, 624)
body-paragraph: বাজার বিশ্লেষকরা বলছেন, টানা দরপতনে বিনিয়োগকারীদের মধ্যে আস্থার সংকট দেখা দিয়েছে। প্রাতিষ্ঠানিক বিনিয়োগ বাড়ানোর পাশাপাশি ভালো মৌলভিত্তির কোম্পানি তালিকাভুক্ত করার পরামর্শ দিয়েছেন তাঁরা। (415, 1430, 591, 1500)
article-headline: বিদেশে সম্পদ আছে তবে দেশ থেকে টাকা নেননি (820, 575, 964, 644)
article (26, 563, 202, 821)
body-paragraph: প্রত্যক্ষদর্শীরা জানান, আগুন লাগার পর মুহূর্তেই পুরো ভবন ধোঁয়ায় ছেয়ে যায়। ওপরের তলায় থাকা লোকজন ছাদে আশ্রয় নেন। ফায়ার সার্ভিসের ১৩টি ইউনিট প্রায় দুই ঘণ্টার চেষ্টায় আগুন নিয়ন্ত্রণে আনে। আহতদের ঢাকা মেডিকেল কলেজ হাসপাতাল ও শেখ হাসিনা জাতীয় বার্ন ইনস্টিটিউটে ভর্তি করা হয়েছে। (26, 298, 202, 412)
continuation-kicker: শেষ পৃষ্ঠার পর (83, 879, 144, 892)
